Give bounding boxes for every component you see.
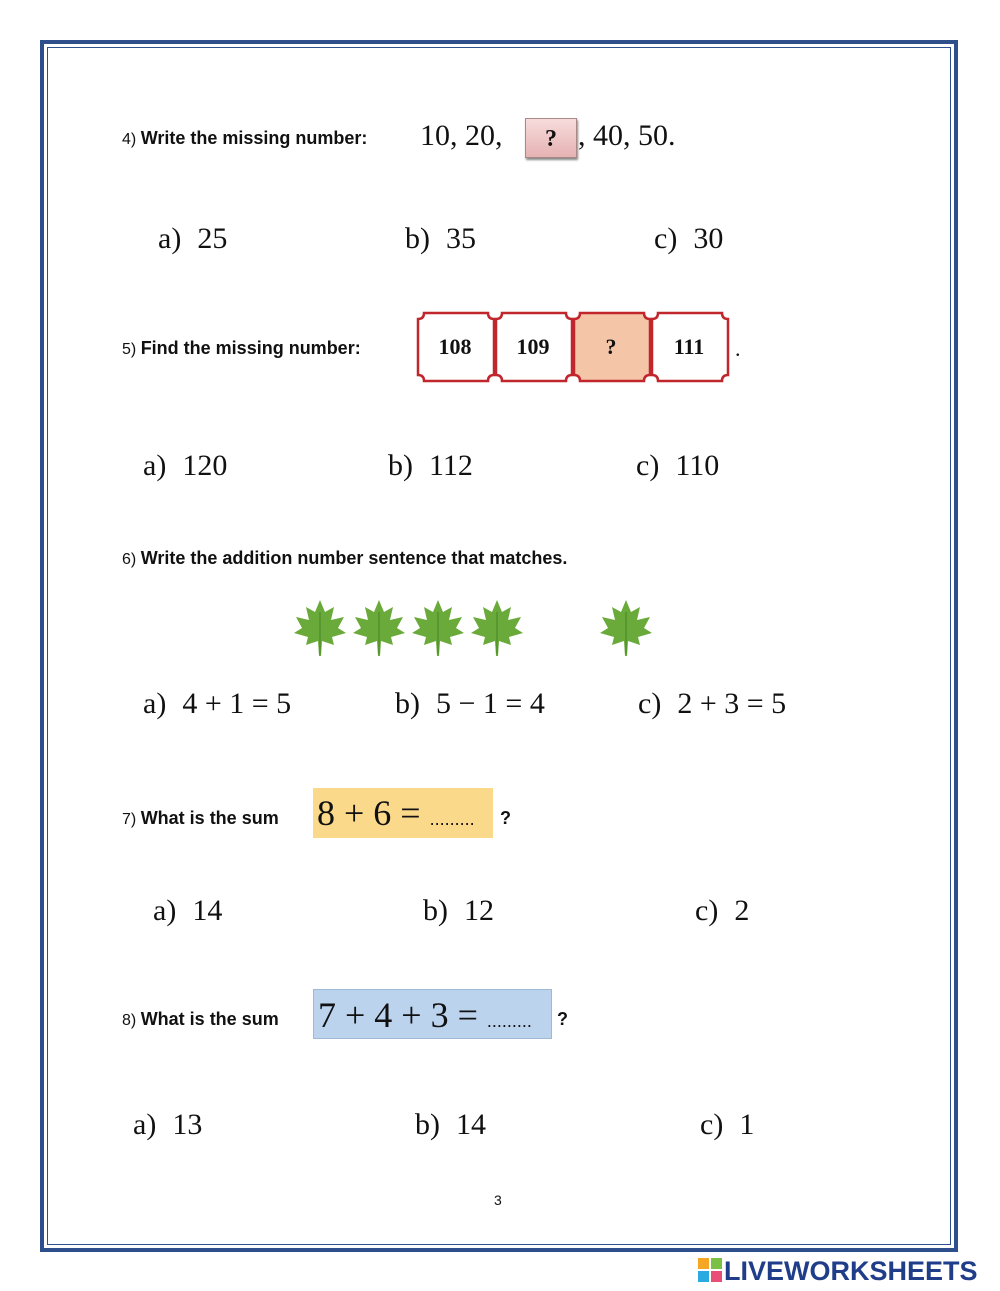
question-7-answer-blank[interactable]: .........: [429, 809, 475, 829]
number-tile: 109: [494, 319, 572, 375]
question-4-sequence-start: 10, 20,: [420, 119, 503, 152]
maple-leaf-icon: [410, 598, 466, 663]
question-8-end: ?: [557, 1009, 568, 1029]
question-8-option-a[interactable]: a) 13: [133, 1108, 203, 1141]
maple-leaf-icon: [598, 598, 654, 663]
question-8-prompt: 8) What is the sum: [122, 1009, 279, 1029]
question-7-end: ?: [500, 808, 511, 828]
question-5-option-a[interactable]: a) 120: [143, 449, 228, 482]
question-8-expression: 7 + 4 + 3 = .........: [318, 995, 532, 1035]
number-tile-missing[interactable]: ?: [572, 319, 650, 375]
question-7-option-b[interactable]: b) 12: [423, 894, 494, 927]
question-4-sequence-end: , 40, 50.: [578, 119, 676, 152]
question-8-answer-blank[interactable]: .........: [486, 1011, 532, 1031]
question-4-missing-box[interactable]: ?: [525, 118, 577, 158]
number-tile: 111: [650, 319, 728, 375]
question-7-sum-box: [313, 788, 493, 838]
maple-leaf-icon: [292, 598, 348, 663]
maple-leaf-icon: [469, 598, 525, 663]
page-number: 3: [494, 1192, 502, 1208]
question-7-option-a[interactable]: a) 14: [153, 894, 223, 927]
question-5-option-c[interactable]: c) 110: [636, 449, 720, 482]
question-4-prompt: 4) Write the missing number:: [122, 128, 368, 148]
question-8-option-c[interactable]: c) 1: [700, 1108, 755, 1141]
question-7-prompt: 7) What is the sum: [122, 808, 279, 828]
maple-leaf-icon: [351, 598, 407, 663]
question-8-sum-box: [313, 989, 552, 1039]
question-6-option-a[interactable]: a) 4 + 1 = 5: [143, 687, 292, 720]
question-6-option-c[interactable]: c) 2 + 3 = 5: [638, 687, 787, 720]
question-5-end-period: .: [735, 336, 741, 361]
question-5-option-b[interactable]: b) 112: [388, 449, 473, 482]
question-6-option-b[interactable]: b) 5 − 1 = 4: [395, 687, 545, 720]
question-7-expression: 8 + 6 = .........: [317, 793, 475, 833]
question-4-option-b[interactable]: b) 35: [405, 222, 476, 255]
question-5-prompt: 5) Find the missing number:: [122, 338, 361, 358]
question-4-option-c[interactable]: c) 30: [654, 222, 724, 255]
question-5-number-tiles: [414, 311, 734, 383]
question-8-option-b[interactable]: b) 14: [415, 1108, 486, 1141]
question-6-prompt: 6) Write the addition number sentence that matches.: [122, 548, 568, 568]
brand-name: LIVEWORKSHEETS: [724, 1256, 978, 1286]
question-4-option-a[interactable]: a) 25: [158, 222, 228, 255]
question-7-option-c[interactable]: c) 2: [695, 894, 750, 927]
liveworksheets-logo-icon: [698, 1258, 722, 1282]
number-tile: 108: [416, 319, 494, 375]
